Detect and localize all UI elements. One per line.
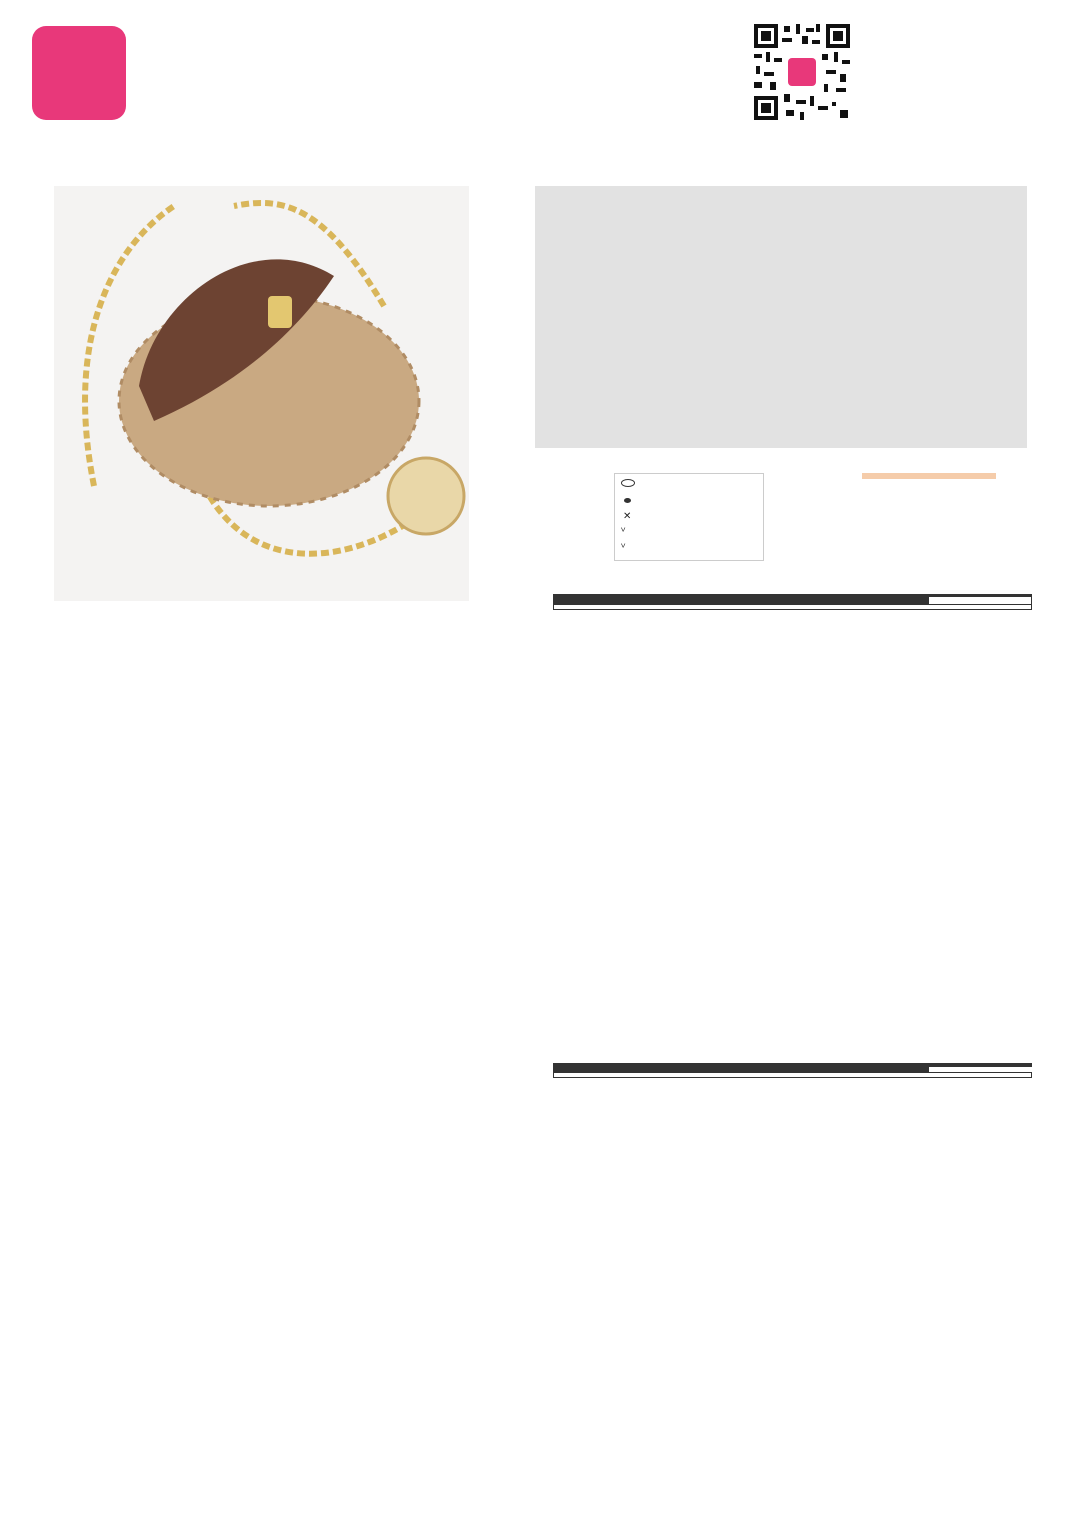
legend-item xyxy=(621,509,757,525)
legend-item xyxy=(621,541,757,557)
body-table xyxy=(553,594,1032,610)
body-table-footer xyxy=(554,605,1032,610)
brand-logo xyxy=(32,26,126,120)
rattan-ball xyxy=(388,458,464,534)
legend-item xyxy=(621,525,757,541)
legend-item xyxy=(621,477,757,493)
bag-photo xyxy=(54,186,469,601)
flap-stitch-chart xyxy=(112,1282,472,1482)
body-stitch-chart xyxy=(84,808,474,1148)
slip-stitch-icon xyxy=(624,498,631,503)
color-cell xyxy=(929,1066,1032,1067)
sc-icon: ✕ xyxy=(623,511,632,522)
table-legend xyxy=(862,470,996,479)
legend-item xyxy=(621,493,757,509)
chain-icon xyxy=(621,479,635,487)
flap-table xyxy=(553,1063,1032,1078)
flap-table-footer xyxy=(554,1073,1032,1078)
color-cell xyxy=(929,597,1032,605)
inc-icon: ⱽ xyxy=(621,527,626,538)
inc-stripe-icon: ⱽ xyxy=(621,543,626,554)
info-box xyxy=(535,186,1027,448)
gold-clasp xyxy=(268,296,292,328)
swirl-divider xyxy=(24,138,1064,160)
qr-code xyxy=(752,22,852,122)
symbol-legend xyxy=(614,470,764,561)
